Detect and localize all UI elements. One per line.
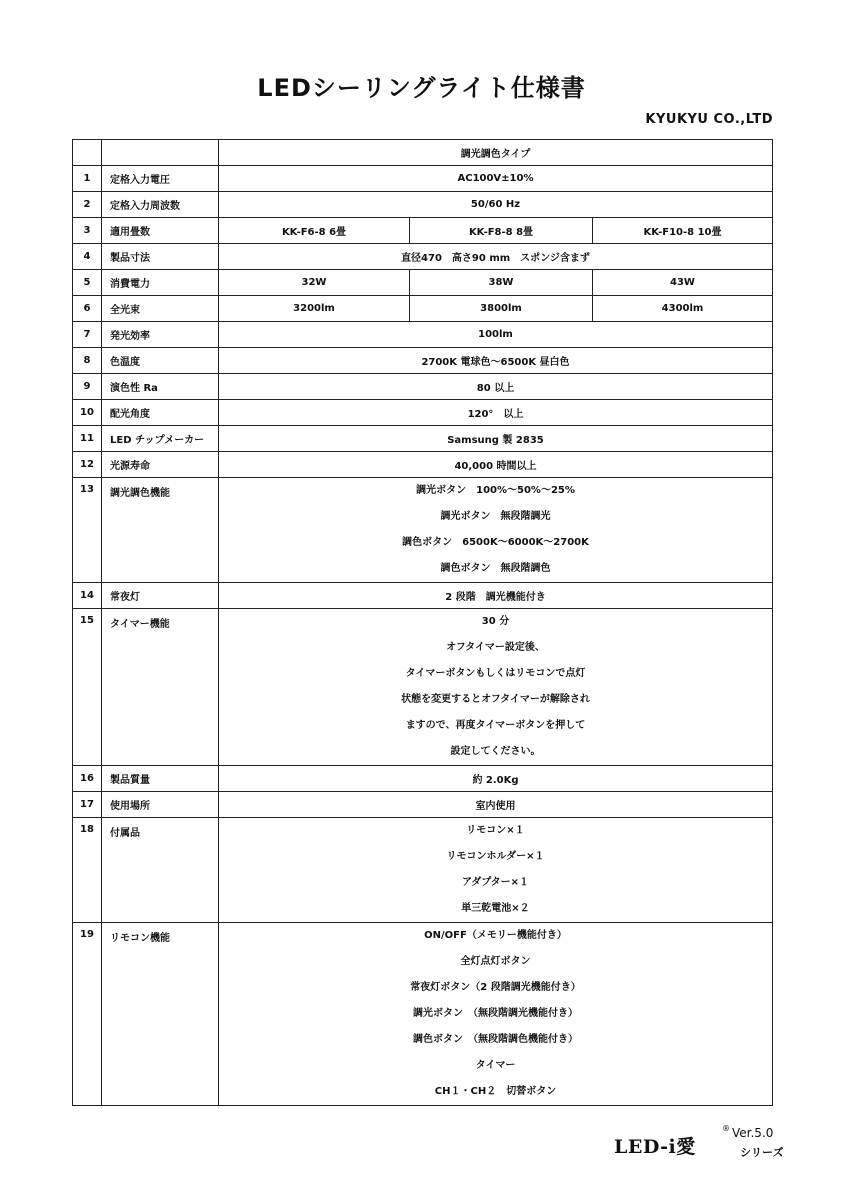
row-number: 6 <box>73 296 102 322</box>
value-line: ますので、再度タイマーボタンを押して <box>405 720 586 731</box>
model-6: KK-F6-8 6畳 <box>219 218 410 244</box>
row-number: 1 <box>73 166 102 192</box>
row-item: 常夜灯 <box>102 583 219 609</box>
row-value: 40,000 時間以上 <box>219 452 773 478</box>
power-8: 38W <box>410 270 593 296</box>
row-item: 光源寿命 <box>102 452 219 478</box>
lumen-6: 3200lm <box>219 296 410 322</box>
power-6: 32W <box>219 270 410 296</box>
header-empty-item <box>102 140 219 166</box>
value-line: 調色ボタン （無段階調色機能付き） <box>413 1034 578 1045</box>
table-row <box>73 322 773 348</box>
series-label: シリーズ <box>740 1146 784 1159</box>
company-name: KYUKYU CO.,LTD <box>645 112 773 127</box>
row-number: 16 <box>73 766 102 792</box>
row-number: 7 <box>73 322 102 348</box>
row-value-multiline <box>219 609 773 766</box>
row-item: 色温度 <box>102 348 219 374</box>
row-number: 12 <box>73 452 102 478</box>
value-line: 調光ボタン （無段階調光機能付き） <box>413 1008 578 1019</box>
value-line: リモコンホルダー×１ <box>446 851 545 862</box>
model-8: KK-F8-8 8畳 <box>410 218 593 244</box>
value-line: 状態を変更するとオフタイマーが解除され <box>401 694 590 705</box>
row-value: 室内使用 <box>219 792 773 818</box>
row-value: 120° 以上 <box>219 400 773 426</box>
power-10: 43W <box>593 270 773 296</box>
row-number: 17 <box>73 792 102 818</box>
row-number: 10 <box>73 400 102 426</box>
row-item: 演色性 Ra <box>102 374 219 400</box>
row-value: 80 以上 <box>219 374 773 400</box>
header-type: 調光調色タイプ <box>219 140 773 166</box>
row-value: 50/60 Hz <box>219 192 773 218</box>
row-item: タイマー機能 <box>102 609 219 766</box>
row-value: 2 段階 調光機能付き <box>219 583 773 609</box>
value-line: 設定してください。 <box>450 746 541 757</box>
table-row <box>73 792 773 818</box>
footer-logo <box>614 1122 784 1162</box>
row-number: 18 <box>73 818 102 923</box>
header-empty-num <box>73 140 102 166</box>
value-line: 30 分 <box>481 616 510 627</box>
table-row <box>73 374 773 400</box>
row-number: 14 <box>73 583 102 609</box>
registered-mark: ® <box>722 1124 730 1133</box>
value-line: ON/OFF（メモリー機能付き） <box>424 930 567 941</box>
row-item: LED チップメーカー <box>102 426 219 452</box>
row-value: 2700K 電球色～6500K 昼白色 <box>219 348 773 374</box>
value-line: アダプター×１ <box>462 877 529 888</box>
row-value-multiline <box>219 923 773 1106</box>
row-item: 付属品 <box>102 818 219 923</box>
row-item: リモコン機能 <box>102 923 219 1106</box>
value-line: オフタイマー設定後、 <box>446 642 545 653</box>
row-item: 定格入力周波数 <box>102 192 219 218</box>
value-line: 調色ボタン 無段階調色 <box>440 563 551 574</box>
table-row <box>73 218 773 244</box>
row-item: 適用畳数 <box>102 218 219 244</box>
table-row <box>73 400 773 426</box>
table-row <box>73 478 773 583</box>
model-10: KK-F10-8 10畳 <box>593 218 773 244</box>
table-row <box>73 192 773 218</box>
row-item: 消費電力 <box>102 270 219 296</box>
row-number: 8 <box>73 348 102 374</box>
version-label: Ver.5.0 <box>732 1126 774 1140</box>
row-item: 製品寸法 <box>102 244 219 270</box>
brand-logo-text: LED-i愛 <box>614 1136 696 1158</box>
value-line: 常夜灯ボタン（2 段階調光機能付き） <box>410 982 581 993</box>
row-value-multiline <box>219 478 773 583</box>
table-row <box>73 270 773 296</box>
value-line: 単三乾電池×２ <box>461 903 530 914</box>
row-value: Samsung 製 2835 <box>219 426 773 452</box>
row-number: 13 <box>73 478 102 583</box>
table-row <box>73 296 773 322</box>
table-row <box>73 348 773 374</box>
value-line: 調光ボタン 無段階調光 <box>440 511 551 522</box>
row-item: 発光効率 <box>102 322 219 348</box>
row-item: 定格入力電圧 <box>102 166 219 192</box>
value-line: 全灯点灯ボタン <box>460 956 531 967</box>
table-row <box>73 244 773 270</box>
page-title: LEDシーリングライト仕様書 <box>257 74 586 102</box>
row-number: 5 <box>73 270 102 296</box>
row-item: 配光角度 <box>102 400 219 426</box>
row-number: 4 <box>73 244 102 270</box>
row-value: 直径470 高さ90 mm スポンジ含まず <box>219 244 773 270</box>
table-row <box>73 426 773 452</box>
row-value: 100lm <box>219 322 773 348</box>
row-item: 全光束 <box>102 296 219 322</box>
row-value-multiline <box>219 818 773 923</box>
table-row <box>73 583 773 609</box>
table-row <box>73 818 773 923</box>
value-line: CH１・CH２ 切替ボタン <box>434 1086 557 1097</box>
table-row <box>73 923 773 1106</box>
row-number: 9 <box>73 374 102 400</box>
row-number: 15 <box>73 609 102 766</box>
table-row <box>73 766 773 792</box>
row-item: 製品質量 <box>102 766 219 792</box>
row-number: 11 <box>73 426 102 452</box>
lumen-8: 3800lm <box>410 296 593 322</box>
value-line: タイマー <box>475 1060 516 1071</box>
row-number: 2 <box>73 192 102 218</box>
value-line: タイマーボタンもしくはリモコンで点灯 <box>405 668 586 679</box>
lumen-10: 4300lm <box>593 296 773 322</box>
spec-table <box>72 139 773 1106</box>
value-line: リモコン×１ <box>466 825 525 836</box>
row-item: 使用場所 <box>102 792 219 818</box>
value-line: 調光ボタン 100%～50%～25% <box>416 485 575 496</box>
row-value: 約 2.0Kg <box>219 766 773 792</box>
table-row <box>73 452 773 478</box>
row-number: 3 <box>73 218 102 244</box>
table-row <box>73 166 773 192</box>
table-row <box>73 609 773 766</box>
table-header-row <box>73 140 773 166</box>
row-item: 調光調色機能 <box>102 478 219 583</box>
row-number: 19 <box>73 923 102 1106</box>
row-value: AC100V±10% <box>219 166 773 192</box>
value-line: 調色ボタン 6500K～6000K～2700K <box>402 537 589 548</box>
